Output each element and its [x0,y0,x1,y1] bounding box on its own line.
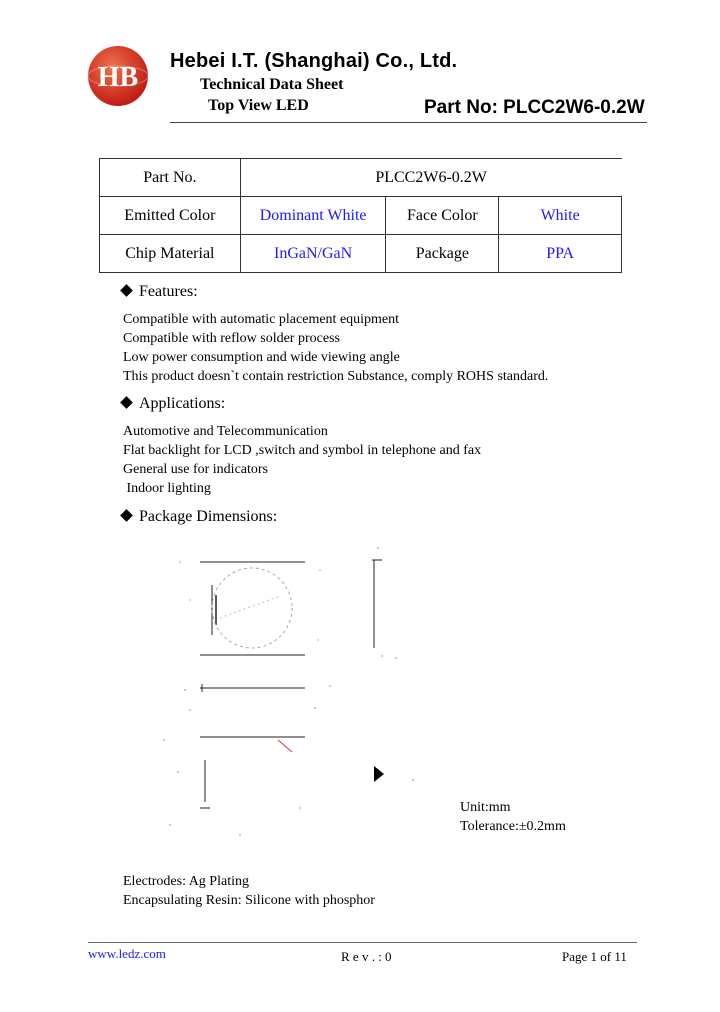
list-item: Automotive and Telecommunication [123,424,328,439]
list-item: Indoor lighting [123,481,211,496]
company-name: Hebei I.T. (Shanghai) Co., Ltd. [170,50,458,72]
bullet-diamond-icon [120,396,133,409]
chip-material-label: Chip Material [100,235,241,273]
list-item: Low power consumption and wide viewing angle [123,350,400,365]
company-logo [86,44,150,108]
website-link[interactable]: www.ledz.com [88,946,166,961]
package-value: PPA [499,235,622,273]
list-item: General use for indicators [123,462,268,477]
list-item: Compatible with reflow solder process [123,331,340,346]
svg-text:‚: ‚ [412,772,414,782]
package-dimension-drawing [150,540,440,850]
resin-note: Encapsulating Resin: Silicone with phosphor [123,893,375,908]
dimensions-heading-text: Package Dimensions: [139,508,278,525]
page-number: Page 1 of 11 [562,949,627,964]
part-no-label: Part No. [100,159,241,197]
applications-heading-text: Applications: [139,395,226,412]
table-row [100,235,622,273]
table-row [100,159,622,197]
dimensions-heading [122,508,277,526]
package-label: Package [386,235,499,273]
list-item: This product doesn`t contain restriction Substance, comply ROHS standard. [123,369,549,384]
footer-divider [88,942,637,943]
features-heading [122,283,198,301]
list-item: Compatible with automatic placement equipment [123,312,400,327]
tolerance-note: Tolerance:±0.2mm [460,819,566,834]
table-row [100,197,622,235]
revision: R e v . : 0 [341,949,392,964]
emitted-color-value: Dominant White [240,197,386,235]
chip-material-value: InGaN/GaN [240,235,386,273]
document-type: Technical Data Sheet [200,76,344,93]
face-color-label: Face Color [386,197,499,235]
part-number-heading: Part No: PLCC2W6-0.2W [424,97,645,118]
spec-table [99,158,622,273]
face-color-value: White [499,197,622,235]
logo-text: HB [97,62,139,93]
emitted-color-label: Emitted Color [100,197,241,235]
features-heading-text: Features: [139,283,198,300]
list-item: Flat backlight for LCD ,switch and symbol in telephone and fax [123,443,482,458]
applications-heading [122,395,225,413]
bullet-diamond-icon [120,509,133,522]
bullet-diamond-icon [120,284,133,297]
unit-note: Unit:mm [460,800,511,815]
product-category: Top View LED [208,97,309,114]
part-no-value: PLCC2W6-0.2W [240,159,621,197]
electrodes-note: Electrodes: Ag Plating [123,874,249,889]
header-divider [170,122,647,123]
